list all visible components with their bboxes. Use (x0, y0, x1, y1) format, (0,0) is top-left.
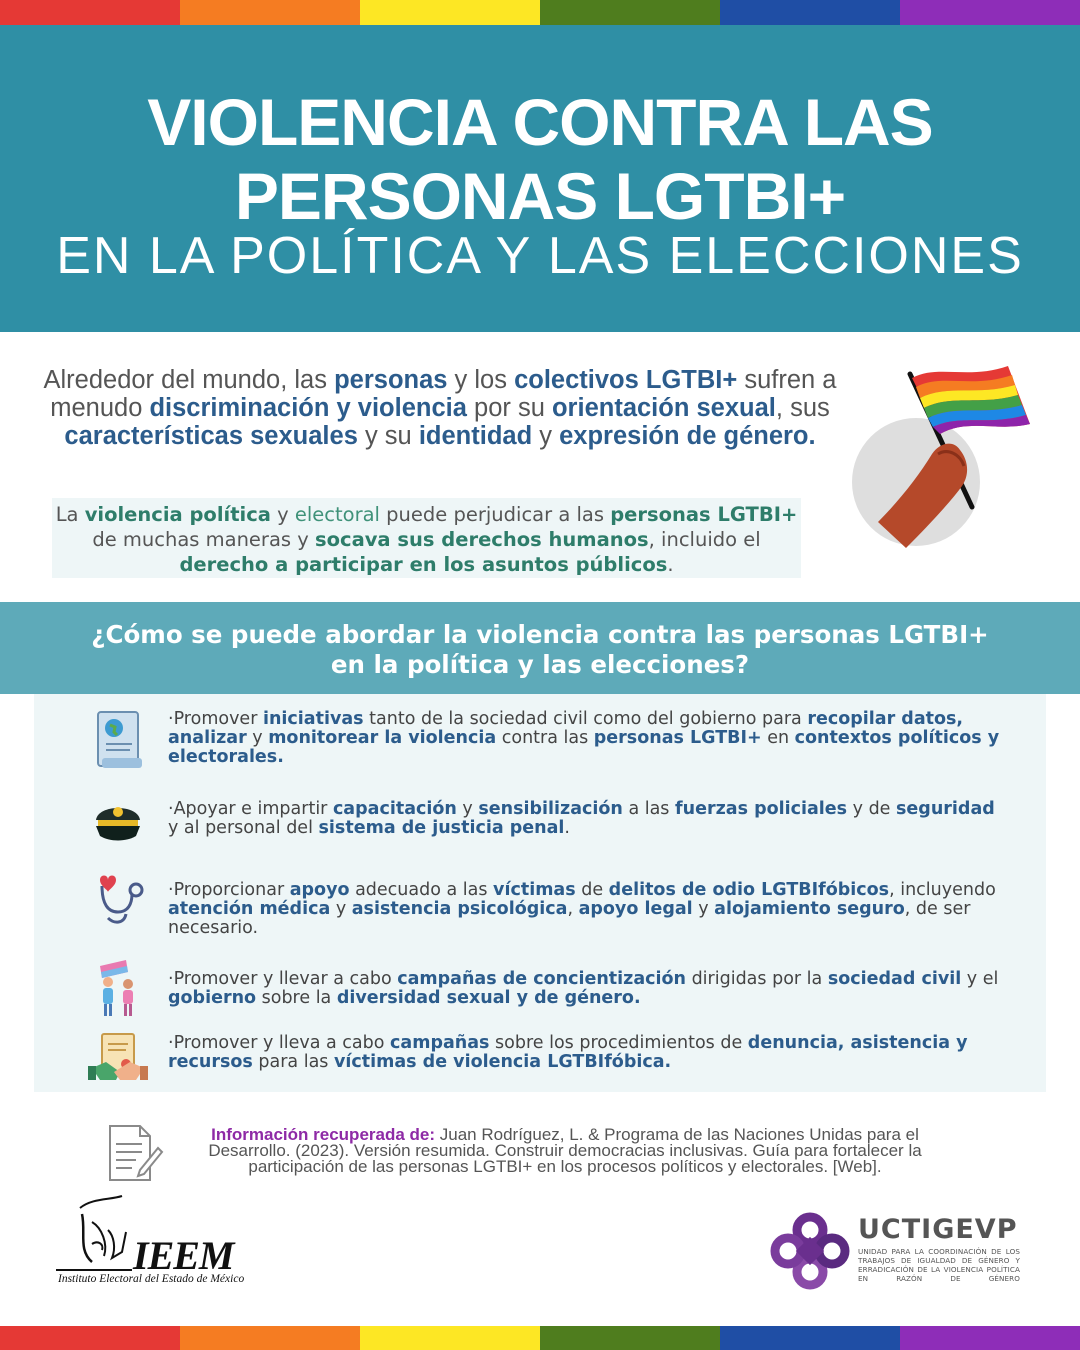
hand-holding-pride-flag-icon (848, 362, 1038, 562)
question-line-1: ¿Cómo se puede abordar la violencia contra las personas LGTBI+ (91, 620, 989, 649)
handshake-agreement-icon (86, 1028, 150, 1092)
measures-panel (34, 694, 1046, 1092)
measure-text-5: ·Promover y lleva a cabo campañas sobre los procedimientos de denuncia, asistencia y recursos para las víctimas de violencia LGTBIfóbica. (168, 1033, 968, 1072)
measure-text-3: ·Proporcionar apoyo adecuado a las víctimas de delitos de odio LGTBIfóbicos, incluyendo atención médica y asistencia psicológica, apoyo legal y alojamiento seguro, de ser necesario. (168, 880, 996, 938)
ieem-full-name: Instituto Electoral del Estado de México (58, 1273, 245, 1285)
document-pen-icon (104, 1124, 164, 1184)
title-line-1: VIOLENCIA CONTRA LAS (147, 85, 933, 159)
header-banner (0, 25, 1080, 332)
rainbow-bar-top (0, 0, 1080, 25)
rainbow-purple (900, 1326, 1080, 1350)
page-title (0, 85, 1080, 233)
source-citation: Información recuperada de: Juan Rodríguez, L. & Programa de las Naciones Unidas para el Desarrollo. (2023). Versión resumida. Construir democracias inclusivas. Guía para fortalecer la participación de las personas LGTBI+ en los procesos políticos y electorales. [Web]. (208, 1125, 922, 1176)
rainbow-green (540, 0, 720, 25)
uctigevp-full-name: UNIDAD PARA LA COORDINACIÓN DE LOS TRABAJOS DE IGUALDAD DE GÉNERO Y ERRADICACIÓN DE LA VIOLENCIA POLÍTICA EN RAZÓN DE GÉNERO (858, 1247, 1020, 1283)
rainbow-blue (720, 1326, 900, 1350)
title-line-2: PERSONAS LGTBI+ (234, 159, 846, 233)
rainbow-orange (180, 1326, 360, 1350)
rainbow-yellow (360, 1326, 540, 1350)
question-banner (0, 602, 1080, 694)
rainbow-green (540, 1326, 720, 1350)
uctigevp-name: UCTIGEVP (858, 1214, 1018, 1245)
rainbow-red (0, 0, 180, 25)
rainbow-orange (180, 0, 360, 25)
police-cap-icon (86, 790, 150, 854)
question-line-2: en la política y las elecciones? (330, 650, 750, 679)
measure-text-4: ·Promover y llevar a cabo campañas de concientización dirigidas por la sociedad civil y el gobierno sobre la diversidad sexual y de género. (168, 969, 999, 1008)
uctigevp-knot-logo (768, 1210, 852, 1292)
ieem-name: IEEM (133, 1233, 234, 1278)
report-document-icon (86, 708, 150, 772)
page-subtitle: EN LA POLÍTICA Y LAS ELECCIONES (56, 227, 1024, 285)
rainbow-bar-bottom (0, 1326, 1080, 1350)
rainbow-blue (720, 0, 900, 25)
measure-text-1: ·Promover iniciativas tanto de la sociedad civil como del gobierno para recopilar datos, analizar y monitorear la violencia contra las personas LGTBI+ en contextos políticos y electorales. (168, 709, 1000, 767)
rainbow-red (0, 1326, 180, 1350)
rainbow-yellow (360, 0, 540, 25)
stethoscope-heart-icon (86, 866, 150, 930)
political-violence-callout: La violencia política y electoral puede perjudicar a las personas LGTBI+ de muchas maneras y socava sus derechos humanos, incluido el derecho a participar en los asuntos públicos. (52, 498, 801, 578)
pride-people-icon (86, 956, 150, 1020)
intro-paragraph: Alrededor del mundo, las personas y los colectivos LGTBI+ sufren a menudo discriminación y violencia por su orientación sexual, sus características sexuales y su identidad y expresión de género. (43, 366, 837, 450)
rainbow-purple (900, 0, 1080, 25)
measure-text-2: ·Apoyar e impartir capacitación y sensibilización a las fuerzas policiales y de seguridad y al personal del sistema de justicia penal. (168, 799, 995, 838)
